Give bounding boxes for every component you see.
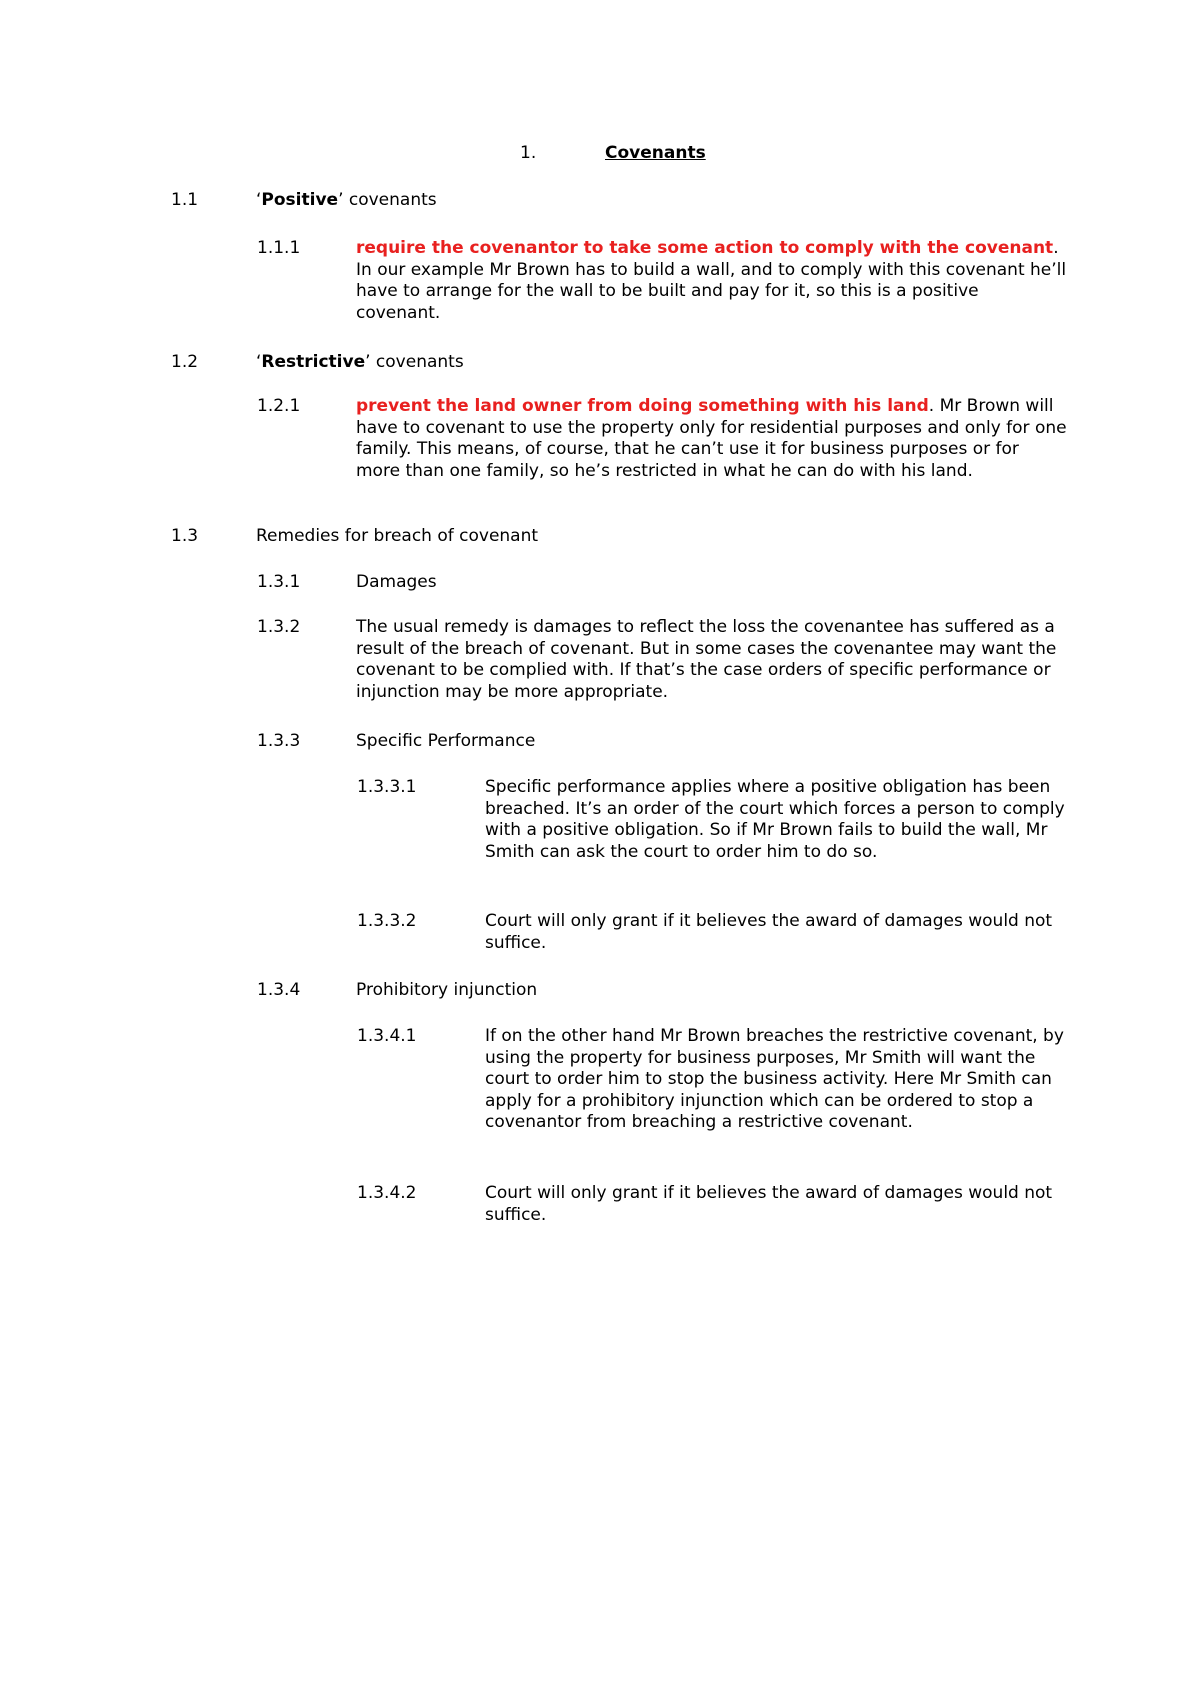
quote-mark: ‘ — [256, 190, 262, 210]
paragraph: Specific performance applies where a positive obligation has been breached. It’s an order of the court which forces a person to comply with a positive obligation. So if Mr Brown fails to build the wall, Mr Smith can ask the court to order him to do so. — [485, 777, 1065, 862]
highlighted-text: prevent the land owner from doing something with his land — [356, 396, 929, 416]
section-number: 1.3 — [171, 526, 199, 546]
section-heading-bold: Restrictive — [261, 352, 366, 372]
section-heading-rest: ’ covenants — [338, 190, 437, 210]
section-heading: Remedies for breach of covenant — [256, 526, 539, 546]
section-number: 1.3.3.1 — [357, 777, 417, 797]
section-number: 1.3.4 — [257, 980, 301, 1000]
document-heading — [0, 143, 1200, 165]
paragraph — [356, 396, 1068, 482]
highlighted-text: require the covenantor to take some action to comply with the covenant — [356, 238, 1054, 258]
heading-number: 1. — [520, 143, 537, 163]
section-heading — [256, 190, 1056, 212]
section-number: 1.3.1 — [257, 572, 301, 592]
section-number: 1.2.1 — [257, 396, 301, 416]
section-number: 1.3.3.2 — [357, 911, 417, 931]
section-number: 1.1.1 — [257, 238, 301, 258]
heading-title: Covenants — [605, 143, 706, 163]
section-number: 1.3.3 — [257, 731, 301, 751]
paragraph-text: . In our example Mr Brown has to build a wall, and to comply with this covenant he’ll have to arrange for the wall to be built and pay for it, so this is a positive covenant. — [356, 238, 1067, 323]
subsection-heading: Damages — [356, 572, 437, 592]
section-number: 1.2 — [171, 352, 199, 372]
paragraph: The usual remedy is damages to reflect the loss the covenantee has suffered as a result of the breach of covenant. But in some cases the covenantee may want the covenant to be complied with. If that’s the case orders of specific performance or injunction may be more appropriate. — [356, 617, 1057, 702]
section-heading-rest: ’ covenants — [365, 352, 464, 372]
section-number: 1.3.4.2 — [357, 1183, 417, 1203]
section-number: 1.3.2 — [257, 617, 301, 637]
section-number: 1.1 — [171, 190, 199, 210]
quote-mark: ‘ — [256, 352, 262, 372]
subsection-heading: Prohibitory injunction — [356, 980, 538, 1000]
section-number: 1.3.4.1 — [357, 1026, 417, 1046]
section-heading — [256, 352, 1056, 374]
subsection-heading: Specific Performance — [356, 731, 536, 751]
paragraph-text: . Mr Brown will have to covenant to use the property only for residential purposes and only for one family. This means, of course, that he can’t use it for business purposes or for more than one family, so he’s restricted in what he can do with his land. — [356, 396, 1067, 481]
paragraph — [356, 238, 1068, 324]
section-heading-bold: Positive — [261, 190, 339, 210]
paragraph: Court will only grant if it believes the award of damages would not suffice. — [485, 1183, 1053, 1225]
paragraph: If on the other hand Mr Brown breaches the restrictive covenant, by using the property for business purposes, Mr Smith will want the court to order him to stop the business activity. Here Mr Smith can apply for a prohibitory injunction which can be ordered to stop a covenantor from breaching a restrictive covenant. — [485, 1026, 1064, 1132]
paragraph: Court will only grant if it believes the award of damages would not suffice. — [485, 911, 1053, 953]
